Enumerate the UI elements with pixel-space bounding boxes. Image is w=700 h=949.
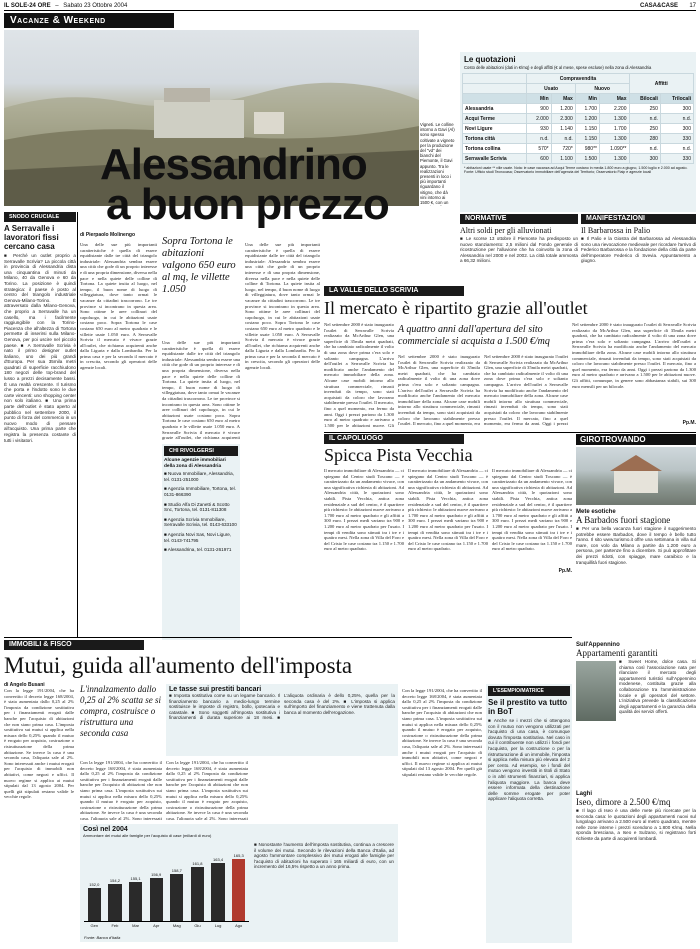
chart-category-label: Apr: [153, 923, 160, 928]
page-number: 17: [689, 3, 696, 9]
value-cell: 1.700: [599, 124, 629, 134]
quotations-table: [462, 73, 694, 164]
capoluogo-body-col3: Il mercato immobiliare di Alessandria — ci spiegano dal Centro studi Toscano — è caratterizzato da un andamento vivace, con una significativa richiesta di abitazioni. Ad Alessandria città, le quotazioni sono stabili. Pista Vecchia, antica zona residenziale a sud del centro, è il quartiere più richiesto: le abitazioni nuove arrivano a 1.700 euro al metro quadrato e gli affitti a 300 euro. I prezzi medi variano tra 900 e 1.200 euro al metro quadrato per l'usato. I tempi di vendita sono stimati tra i tre e i quattro mesi. Nella zona di Villa del Foro e del Cristo le case costano tra 1.150 e 1.700 euro al metro quadrato.: [492, 468, 572, 552]
chart-source: Fonte: Banca d'Italia: [84, 935, 121, 940]
fisco-title: Mutui, guida all'aumento dell'imposta: [4, 653, 353, 678]
chart-value-label: 155,1: [130, 875, 141, 881]
value-cell: 570*: [527, 144, 551, 154]
quotation-row: [463, 134, 694, 144]
chart-category-label: Feb: [111, 923, 119, 928]
capoluogo-body-col2: Il mercato immobiliare di Alessandria — ci spiegano dal Centro studi Toscano — è caratterizzato da un andamento vivace, con una significativa richiesta di abitazioni. Ad Alessandria città, le quotazioni sono stabili. Pista Vecchia, antica zona residenziale a sud del centro, è il quartiere più richiesto: le abitazioni nuove arrivano a 1.700 euro al metro quadrato e gli affitti a 300 euro. I prezzi medi variano tra 900 e 1.200 euro al metro quadrato per l'usato. I tempi di vendita sono stimati tra i tre e i quattro mesi. Nella zona di Villa del Foro e del Cristo le case costano tra 1.150 e 1.700 euro al metro quadrato.: [408, 468, 488, 552]
manifestazioni-label: MANIFESTAZIONI: [581, 214, 696, 224]
contact-item: ■ Agenzia Immobiliare, Tortona, tel. 0131-866390: [164, 486, 236, 497]
laghi-kicker: Laghi: [576, 791, 592, 797]
value-cell: 1.200: [575, 114, 599, 124]
chart-category-label: Mag: [172, 923, 181, 928]
appennino-title: Appartamenti garantiti: [576, 648, 658, 658]
tasse-body: ■ Imposta sostitutiva come su un legame bancario. Il finanziamento bancario a medio-lungo termine sostituisce le imposte di registro, bollo, ipotecaria e catastale. ■ Sono soggetti all'imposta sostitutiva i finanziamenti di durata superiore ai 18 mesi. ■ L'aliquota ordinaria è dello 0,25%, quella per la seconda casa è del 2%. ■ L'imposta si applica sull'importo del finanziamento e viene trattenuta dalla banca al momento dell'erogazione.: [169, 693, 395, 721]
value-cell: 720*: [551, 144, 575, 154]
value-cell: 1.090**: [599, 144, 629, 154]
outlet-signature: Pp.M.: [682, 420, 696, 426]
chart-bar: [191, 867, 204, 921]
chart-value-label: 156,9: [151, 871, 162, 877]
fisco-body-col4: Con la legge 191/2004, che ha convertito il decreto legge 168/2004, è stata aumentata dallo 0,25 al 2% l'imposta da condizione sostitutiva per i finanziamenti erogati dalle banche per l'acquisto di abitazioni che non siano prima casa. L'imposta sostitutiva sui mutui si applica nella misura dello 0,25% quando il mutuo è erogato per acquisto, costruzione o ristrutturazione della prima abitazione. Se invece la casa è una seconda casa, l'aliquota sale al 2%. Sono interessati anche i mutui erogati per l'acquisto di immobili non abitativi, come negozi e uffici. Il nuovo regime si applica ai mutui stipulati dal 13 agosto 2004. Per quelli già stipulati restano valide le vecchie regole.: [402, 688, 482, 777]
chart-category-label: Mar: [132, 923, 139, 928]
fisco-section: [4, 640, 572, 945]
appennino-kicker: Sull'Appennino: [576, 642, 620, 648]
fisco-byline: di Angelo Busani: [4, 682, 45, 688]
appennino-photo: [576, 661, 616, 721]
fisco-label: IMMOBILI & FISCO: [4, 640, 144, 650]
barbados-body: ■ Per una bella vacanza fuori stagione il suggerimento potrebbe essere Barbados, dove il tempo è bello tutto l'anno. Il sito www.turismo.it offre una settimana in villa sul mare, con volo da Milano a partire da 1.200 euro a persona, per partenze fino a dicembre. Si può approfittare dei prezzi ridotti, con spiagge, mare caraibico e la tranquillità fuori stagione.: [576, 526, 696, 565]
value-cell: 2.200: [599, 104, 629, 114]
chart-bar: [129, 882, 142, 921]
fisco-body-col1: Con la legge 191/2004, che ha convertito il decreto legge 168/2004, è stata aumentata dallo 0,25 al 2% l'imposta da condizione sostitutiva per i finanziamenti erogati dalle banche per l'acquisto di abitazioni che non siano prima casa. L'imposta sostitutiva sui mutui si applica nella misura dello 0,25% quando il mutuo è erogato per acquisto, costruzione o ristrutturazione della prima abitazione. Se invece la casa è una seconda casa, l'aliquota sale al 2%. Sono interessati anche i mutui erogati per l'acquisto di immobili non abitativi, come negozi e uffici. Il nuovo regime si applica ai mutui stipulati dal 13 agosto 2004. Per quelli già stipulati restano valide le vecchie regole.: [4, 688, 74, 800]
outlet-label: LA VALLE DELLO SCRIVIA: [324, 286, 464, 296]
contacts-list: [164, 471, 238, 553]
quotation-row: [463, 154, 694, 164]
chart-note: ■ Nonostante l'aumento dell'imposta sostitutiva, continua a crescere il volume dei mutui. Secondo le rilevazioni della Banca d'Italia, ad agosto l'ammontare complessivo dei mutui erogati alle famiglie per l'acquisto di abitazioni ha superato i 165 miliardi di euro, con un incremento del 16,5% rispetto a un anno prima.: [254, 842, 394, 870]
manifestazioni-box: [581, 214, 696, 284]
main-body-col3: Una delle sue più importanti caratteristiche è quella di essere equidistante dalle tre città del triangolo industriale: Alessandria sembra essere una città che gode di un proprio interesse e di una propria dimensione, diversa nella pace e nella quiete delle colline di Tortona. La quiete insita al luogo, nel tempo, il buon nome di luogo di villeggiatura, dove tanto ormai le vacanze da cittadini trascorrono. Le tre province si incontrano in questa area. Sono ottime le aree collinari del capoluogo, in cui le abitazioni usate costano poco. Sopra Tortona le case costano 650 euro al metro quadrato e le villette usate 1.050 euro. A Serravalle Scrivia il mercato è vivace grazie all'outlet, che richiama acquirenti anche dalla Liguria e dalla Lombardia. Per la prima casa e per la seconda il mercato è in crescita, secondo gli operatori delle agenzie locali.: [245, 242, 320, 371]
header-max: Max: [551, 94, 575, 104]
chart-category-label: Lug: [214, 923, 222, 928]
contacts-label: CHI RIVOLGERSI: [164, 446, 238, 456]
chart-bar: [108, 884, 121, 921]
barbados-title: A Barbados fuori stagione: [576, 515, 671, 525]
value-cell: 600: [527, 154, 551, 164]
city-cell: Acqui Terme: [463, 114, 527, 124]
barbados-kicker: Mete esotiche: [576, 509, 616, 515]
main-byline: di Pierpaolo Molinengo: [80, 232, 135, 238]
header-bilocali: Bilocali: [629, 94, 660, 104]
value-cell: 330: [660, 134, 693, 144]
value-cell: n.d.: [660, 114, 693, 124]
chart-category-label: Ago: [235, 923, 243, 928]
value-cell: 250: [629, 104, 660, 114]
quotations-title: Le quotazioni: [464, 55, 516, 64]
value-cell: 280: [629, 134, 660, 144]
girotrovando-label: GIROTROVANDO: [576, 434, 696, 445]
value-cell: 1.500: [575, 154, 599, 164]
value-cell: 2.000: [527, 114, 551, 124]
main-body-col2: Una delle sue più importanti caratteristiche è quella di essere equidistante dalle tre città del triangolo industriale: Alessandria sembra essere una città che gode di un proprio interesse e di una propria dimensione, diversa nella pace e nella quiete delle colline di Tortona. La quiete insita al luogo, nel tempo, il buon nome di luogo di villeggiatura, dove tanto ormai le vacanze da cittadini trascorrono. Le tre province si incontrano in questa area. Sono ottime le aree collinari del capoluogo, in cui le abitazioni usate costano poco. Sopra Tortona le case costano 650 euro al metro quadrato e le villette usate 1.050 euro. A Serravalle Scrivia il mercato è vivace grazie all'outlet, che richiama acquirenti: [162, 340, 240, 440]
laghi-title: Iseo, dimore a 2.500 €/mq: [576, 797, 671, 807]
contact-item: ■ Alessandrina, tel. 0131-261971: [164, 547, 232, 553]
fisco-body-col3: Con la legge 191/2004, che ha convertito il decreto legge 168/2004, è stata aumentata dallo 0,25 al 2% l'imposta da condizione sostitutiva per i finanziamenti erogati dalle banche per l'acquisto di abitazioni che non siano prima casa. L'imposta sostitutiva sui mutui si applica nella misura dello 0,25% quando il mutuo è erogato per acquisto, costruzione o ristrutturazione della prima abitazione. Se invece la casa è una seconda casa, l'aliquota sale al 2%. Sono interessati: [166, 760, 248, 820]
newspaper-name: IL SOLE-24 ORE: [4, 3, 51, 9]
value-cell: 1.700: [575, 104, 599, 114]
divider: [324, 432, 696, 433]
divider: [4, 637, 572, 638]
chart-value-label: 158,7: [171, 867, 182, 873]
header-min: Min: [575, 94, 599, 104]
fisco-pull: L'innalzamento dallo 0,25 al 2% scatta se si compra, costruisce o ristruttura una seconda casa: [80, 684, 161, 738]
chart-bar: [88, 888, 101, 921]
value-cell: 1.200: [551, 104, 575, 114]
header-affitti: Affitti: [629, 74, 694, 94]
city-cell: Serravalle Scrivia: [463, 154, 527, 164]
value-cell: n.d.: [551, 134, 575, 144]
header-compravendita: Compravendita: [527, 74, 629, 84]
contact-item: ■ Agenzia Scrivia Immobiliare, Serravalle Scrivia, tel. 0143-633100: [164, 516, 237, 528]
value-cell: n.d.: [660, 144, 693, 154]
outlet-article: [324, 286, 696, 432]
outlet-body-col2: Nel settembre 2000 è stato inaugurato l'outlet di Serravalle Scrivia realizzato da McArthur Glen, una superficie di 35mila metri quadrati, che ha cambiato radicalmente il volto di una zona dove prima c'era solo e soltanto campagna. L'arrivo dell'outlet a Serravalle Scrivia ha modificato anche l'andamento del mercato immobiliare della zona. Alcune case mobili intorno allo struttura commerciale, rimasti invenduti da tempo, sono stati acquistati da coloro che lavorano stabilmente presso l'outlet. Il mercato, fino a quel momento, era: [398, 354, 480, 427]
value-cell: 300: [660, 104, 693, 114]
laghi-body: ■ Il lago di Iseo è una delle mete più ricercate per la seconda casa: le quotazioni degli appartamenti nuovi sul lungolago arrivano a 2.500 euro al metro quadrato, mentre nelle zone interne i prezzi scendono a 1.800 €/mq. Nella sponda bresciana, a Iseo e Sulzano, si registrano forti richieste da parte di acquirenti lombardi.: [576, 808, 696, 841]
mutui-chart-box: [80, 824, 398, 942]
quotation-row: [463, 104, 694, 114]
chart-value-label: 163,4: [213, 857, 224, 863]
fisco-body-col2: Con la legge 191/2004, che ha convertito il decreto legge 168/2004, è stata aumentata dallo 0,25 al 2% l'imposta da condizione sostitutiva per i finanziamenti erogati dalle banche per l'acquisto di abitazioni che non siano prima casa. L'imposta sostitutiva sui mutui si applica nella misura dello 0,25% quando il mutuo è erogato per acquisto, costruzione o ristrutturazione della prima abitazione. Se invece la casa è una seconda casa, l'aliquota sale al 2%. Sono interessati: [80, 760, 162, 820]
quotations-subtitle: Costo delle abitazioni (dati in €/mq) e degli affitti (€ al mese, spese escluse) nella zona di Alessandria: [464, 65, 652, 70]
value-cell: 980**: [575, 144, 599, 154]
esempio-box: [486, 684, 572, 943]
tasse-title: Le tasse sui prestiti bancari: [169, 686, 262, 693]
normative-label: NORMATIVE: [460, 214, 578, 224]
outlet-body-col4: Nel settembre 2000 è stato inaugurato l'outlet di Serravalle Scrivia realizzato da McArthur Glen, una superficie di 35mila metri quadrati, che ha cambiato radicalmente il volto di una zona dove prima c'era solo e soltanto campagna. L'arrivo dell'outlet a Serravalle Scrivia ha modificato anche l'andamento del mercato immobiliare della zona. Alcune case mobili intorno allo struttura commerciale, rimasti invenduti da tempo, sono stati acquistati da coloro che lavorano stabilmente presso l'outlet. Il mercato, fino a quel momento, era fermo da anni. Oggi i prezzi partono da 1.300 euro al metro quadrato e arrivano a 1.500 per le abitazioni nuove. Gli affitti, comunque, in genere sono abbastanza stabili, sui 300 euro mensili per un bilocale.: [572, 322, 696, 389]
outlet-body-col3: Nel settembre 2000 è stato inaugurato l'outlet di Serravalle Scrivia realizzato da McArthur Glen, una superficie di 35mila metri quadrati, che ha cambiato radicalmente il volto di una zona dove prima c'era solo e soltanto campagna. L'arrivo dell'outlet a Serravalle Scrivia ha modificato anche l'andamento del mercato immobiliare della zona. Alcune case mobili intorno allo struttura commerciale, rimasti invenduti da tempo, sono stati acquistati da coloro che lavorano stabilmente presso l'outlet. Il mercato, fino a quel momento, era fermo da anni. Oggi i prezzi: [484, 354, 568, 427]
serravalle-label: SNODO CRUCIALE: [4, 212, 76, 222]
esempio-title: Se il prestito va tutto in BoT: [488, 698, 568, 716]
value-cell: 250: [629, 124, 660, 134]
quotation-row: [463, 114, 694, 124]
outlet-pull: A quattro anni dall'apertura del sito commerciale si acquista a 1.500 €/mq: [398, 324, 550, 347]
contact-item: ■ Studio Alfa Di Zanetti & Scotto Snc, Tortona, tel. 0131-811308: [164, 501, 230, 513]
contact-item: ■ Agenzia Novi Sas, Novi Ligure, tel. 0143-741795: [164, 531, 232, 543]
headline-line-1: Alessandrino: [100, 140, 367, 189]
esempio-label: L'ESEMPIO/MATRICE: [488, 686, 570, 696]
value-cell: 1.150: [575, 134, 599, 144]
value-cell: 900: [527, 104, 551, 114]
city-cell: Tortona collina: [463, 144, 527, 154]
headline-line-2: a buon prezzo: [106, 180, 389, 229]
value-cell: 1.300: [599, 134, 629, 144]
value-cell: n.d.: [629, 114, 660, 124]
outlet-body-col1: Nel settembre 2000 è stato inaugurato l'outlet di Serravalle Scrivia realizzato da McArthur Glen, una superficie di 35mila metri quadrati, che ha cambiato radicalmente il volto di una zona dove prima c'era solo e soltanto campagna. L'arrivo dell'outlet a Serravalle Scrivia ha modificato anche l'andamento del mercato immobiliare della zona. Alcune case mobili intorno allo struttura commerciale, rimasti invenduti da tempo, sono stati acquistati da coloro che lavorano stabilmente presso l'outlet. Il mercato, fino a quel momento, era fermo da anni. Oggi i prezzi partono da 1.300 euro al metro quadrato e arrivano a 1.500 per le abitazioni nuove. Gli: [324, 322, 394, 428]
quotations-note: * abitazioni usate ** ville usate. Nota: le case vacanza ad Acqui Terme costano in media 1.800 euro a giugno, 1.500 luglio e 2.000 ad agosto. Fonte: Ufficio studi Tecnocasa; Osservatorio immobiliare dell'agenzia del Territorio; Osservatorio Fiaip e agenzie locali: [464, 166, 688, 175]
normative-title: Altri soldi per gli alluvionati: [460, 226, 552, 235]
contacts-box: [162, 444, 240, 640]
capoluogo-signature: Pp.M.: [558, 568, 572, 574]
chart-title: Così nel 2004: [83, 826, 128, 833]
capoluogo-article: [324, 434, 572, 576]
manifestazioni-title: Il Barbarossa in Palio: [581, 226, 651, 235]
chart-subtitle: Ammontare dei mutui alle famiglie per l'acquisto di case (miliardi di euro): [83, 833, 212, 838]
city-cell: Novi Ligure: [463, 124, 527, 134]
photo-caption: Vigneti. Le colline intorno a Gavi (Al) sono spesso coltivate a vigneto per la produzione del "vd" dei bianchi del Piemonte, il Gavi appunto. Tra le realizzazioni presenti in loco i più importanti riguardano il vitigno, che dà vini intorno ai 1500 €, con un: [420, 122, 455, 206]
tasse-box: [166, 684, 398, 756]
chart-bar: [150, 878, 163, 921]
issue-date: Sabato 23 Ottobre 2004: [63, 3, 128, 9]
quotations-panel: [460, 52, 696, 212]
manifestazioni-body: ■ Il Palio e la Giostra del Barbarossa ad Alessandria sono una rievocazione medievale per ricordare l'arrivo di Federico Barbarossa e la fondazione della città da parte dell'imperatore Federico di Svevia. Appuntamento a giugno.: [581, 236, 696, 264]
header-trilocali: Trilocali: [660, 94, 693, 104]
main-body-col1: Una delle sue più importanti caratteristiche è quella di essere equidistante dalle tre città del triangolo industriale: Alessandria sembra essere una città che gode di un proprio interesse e di una propria dimensione, diversa nella pace e nella quiete delle colline di Tortona. La quiete insita al luogo, nel tempo, il buon nome di luogo di villeggiatura, dove tanto ormai le vacanze da cittadini trascorrono. Le tre province si incontrano in questa area. Sono ottime le aree collinari del capoluogo, in cui le abitazioni usate costano poco. Sopra Tortona le case costano 650 euro al metro quadrato e le villette usate 1.050 euro. A Serravalle Scrivia il mercato è vivace grazie all'outlet, che richiama acquirenti anche dalla Liguria e dalla Lombardia. Per la prima casa e per la seconda il mercato è in crescita, secondo gli operatori delle agenzie locali.: [80, 242, 157, 371]
divider: [77, 212, 78, 637]
appennino-body: ■ Sweet Home, dolce casa. Si chiama così l'associazione nata per rilanciare il mercato degli appartamenti turistici sull'Appennino modenese, costituita grazie alla collaborazione tra l'amministrazione locale e gli operatori del settore. L'iniziativa prevede la classificazione degli appartamenti e la garanzia della qualità dei servizi offerti.: [619, 659, 696, 715]
serravalle-title: A Serravalle i lavoratori fissi cercano casa: [4, 224, 59, 251]
chart-plot-area: [84, 852, 249, 928]
city-cell: Tortona città: [463, 134, 527, 144]
chart-bar: [170, 874, 183, 921]
normative-box: [460, 214, 578, 284]
esempio-body: ■ Anche se i mezzi che si ottengono con il mutuo non vengono utilizzati per l'acquisto di una casa, è comunque dovuta l'imposta sostitutiva. Nel caso in cui il contribuente non utilizzi i fondi per l'acquisto, per la costruzione o per la ristrutturazione di un immobile, l'imposta si applica nella misura più elevata del 2 per cento. Ad esempio, se i fondi del mutuo vengono investiti in titoli di Stato o in altri strumenti finanziari, si applica l'aliquota maggiore. La banca deve essere informata della destinazione delle somme erogate per poter applicare l'aliquota corretta.: [488, 718, 570, 802]
value-cell: n.d.: [629, 144, 660, 154]
capoluogo-label: IL CAPOLUOGO: [324, 434, 464, 444]
value-cell: n.d.: [527, 134, 551, 144]
chart-category-label: Giu: [194, 923, 201, 928]
chart-value-label: 161,8: [192, 860, 203, 866]
chart-value-label: 165,3: [233, 853, 244, 858]
capoluogo-title: Spicca Pista Vecchia: [324, 445, 473, 465]
main-pull-quote: Sopra Tortona le abitazioni valgono 650 euro al mq, le villette 1.050: [162, 236, 236, 295]
girotrovando-photo: [576, 447, 696, 505]
chart-bar: [232, 859, 245, 921]
quotation-row: [463, 124, 694, 134]
normative-body: ■ Le scorse 13 ottobre il Piemonte ha predisposto un nuovo stanziamento: 2,5 milioni dal Fondo generale di ricostruzione per l'alluvione che ha coinvolto la zona di Alessandria nel 2000 e nel 2002. La città totale ammonta a 66,32 milioni.: [460, 236, 578, 264]
value-cell: 330: [660, 154, 693, 164]
city-cell: Alessandria: [463, 104, 527, 114]
value-cell: 1.100: [551, 154, 575, 164]
value-cell: 930: [527, 124, 551, 134]
main-headline: [100, 140, 430, 229]
value-cell: 1.150: [575, 124, 599, 134]
section-tag: Vacanze & Weekend: [4, 13, 174, 28]
contact-item: ■ Nuova Immobiliare, Alessandria, tel. 0131-251000: [164, 471, 234, 482]
capoluogo-body-col1: Il mercato immobiliare di Alessandria — ci spiegano dal Centro studi Toscano — è caratterizzato da un andamento vivace, con una significativa richiesta di abitazioni. Ad Alessandria città, le quotazioni sono stabili. Pista Vecchia, antica zona residenziale a sud del centro, è il quartiere più richiesto: le abitazioni nuove arrivano a 1.700 euro al metro quadrato e gli affitti a 300 euro. I prezzi medi variano tra 900 e 1.200 euro al metro quadrato per l'usato. I tempi di vendita sono stimati tra i tre e i quattro mesi. Nella zona di Villa del Foro e del Cristo le case costano tra 1.150 e 1.700 euro al metro quadrato.: [324, 468, 404, 552]
chart-value-label: 154,2: [109, 877, 120, 883]
outlet-title: Il mercato è ripartito grazie all'outlet: [324, 298, 588, 318]
main-article: [80, 232, 320, 640]
section-name: CASA&CASE: [639, 3, 678, 9]
chart-value-label: 152,0: [89, 882, 100, 888]
serravalle-sidebar: [4, 212, 76, 637]
contacts-intro: Alcune agenzie immobiliari della zona di Alessandria: [164, 458, 226, 469]
value-cell: 300: [660, 124, 693, 134]
value-cell: 2.300: [551, 114, 575, 124]
header-min: Min: [527, 94, 551, 104]
chart-category-label: Gen: [90, 923, 99, 928]
header-usato: Usato: [527, 84, 575, 94]
value-cell: 300: [629, 154, 660, 164]
serravalle-body: ■ Perché un outlet proprio a Serravalle Scrivia? La piccola città in provincia di Alessandria dista una cinquantina di minuti da Milano, 40 da Genova e 60 da Torino. La posizione è quindi strategica: il paese è posto al centro del triangolo industriale Genova-Milano-Torino. È attraversato dalla Milano-Genova, che proprio a Serravalle ha un casello, ma i facilmente raggiungibile con la Torino-Piacenza che all'altezza di Tortona permette di inserirsi sulla Milano-Genova, per poi uscire nel piccolo paese. ■ A Serravalle Scrivia è nato il primo designer outlet italiano, uno dei più grandi d'Europa. Per sua 35mila metri quadrati di superficie racchiudono 180 negozi delle top-brand del lusso a prezzi decisamente bassi. È una realtà crescente. Il turismo che porta e l'indotto sono le due carte vincenti: uno shopping center non solo italiano. ■ Una prima parte dell'outlet è stato aperto al pubblico nel settembre 2000, il punto di forza del commercio in un nuovo modo di pensare all'acquisto. Una prima parte che registra la presenza costante di tutti i visitatori.: [4, 253, 76, 443]
masthead: IL SOLE-24 ORE – Sabato 23 Ottobre 2004 CASA&CASE 17: [4, 3, 696, 9]
value-cell: 1.300: [599, 114, 629, 124]
girotrovando-column: [576, 434, 696, 944]
chart-bar: [211, 863, 224, 921]
value-cell: 1.300: [599, 154, 629, 164]
header-max: Max: [599, 94, 629, 104]
quotation-row: [463, 144, 694, 154]
value-cell: 1.140: [551, 124, 575, 134]
header-nuovo: Nuovo: [575, 84, 629, 94]
